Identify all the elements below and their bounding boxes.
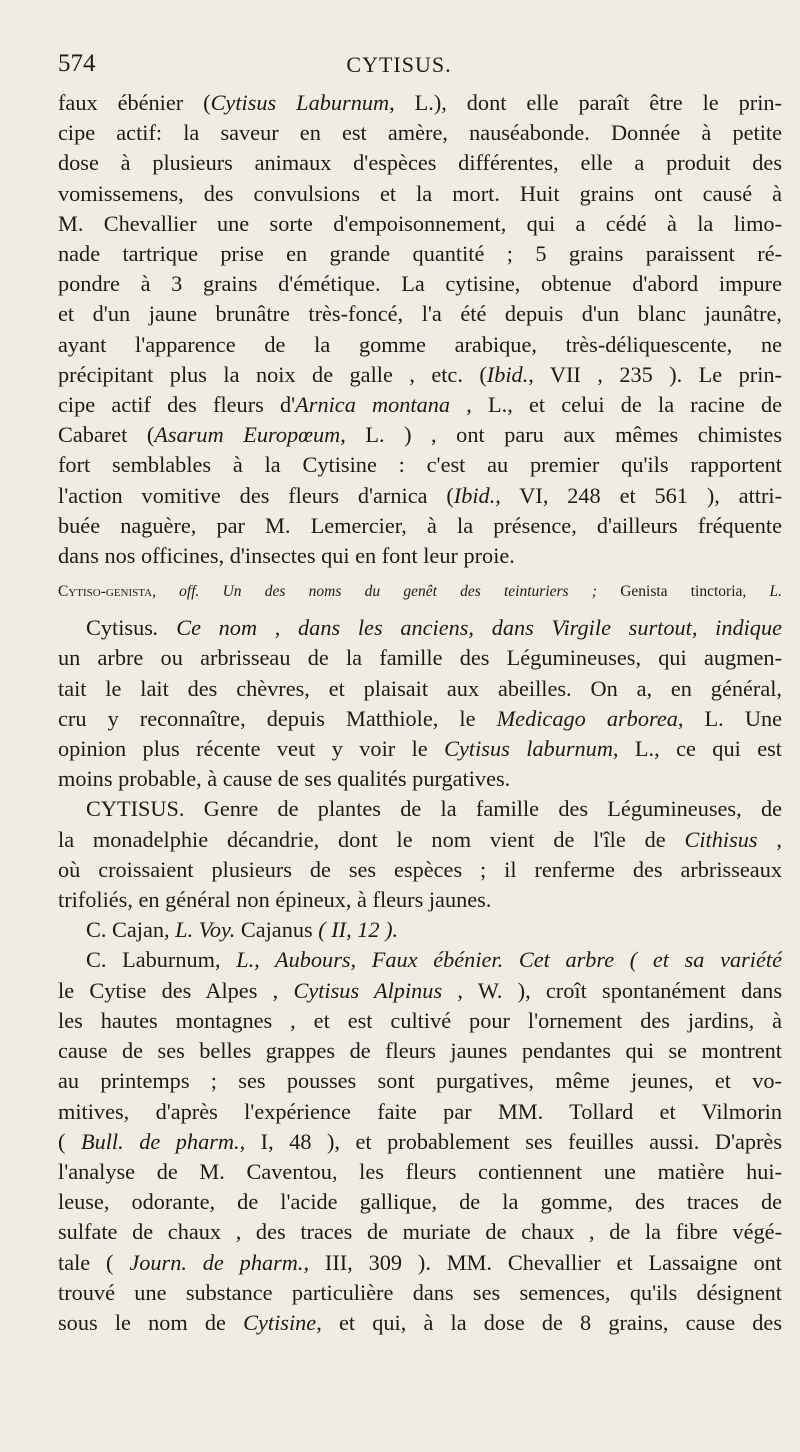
- text-span: cipe actif des fleurs d': [58, 392, 296, 418]
- text-line: [58, 1097, 782, 1127]
- text-span: M. Chevallier une sorte d'empoisonnement, qui a cédé à la limo-: [58, 210, 782, 236]
- italic-text: Asarum Europœum: [154, 422, 341, 448]
- text-span: cru y reconnaître, depuis Matthiole, le: [58, 705, 497, 731]
- text-line: [58, 360, 782, 390]
- italic-text: Ibid.: [486, 361, 529, 387]
- text-line: [58, 976, 782, 1006]
- text-line: [58, 239, 782, 269]
- italic-text: L., Aubours, Faux ébénier. Cet arbre ( et sa variété: [220, 947, 782, 973]
- text-line: [58, 734, 782, 764]
- text-span: cipe actif: la saveur en est amère, nauséabonde. Donnée à petite: [58, 120, 782, 146]
- text-span: , III, 309 ). MM. Chevallier et Lassaigne ont: [303, 1249, 782, 1275]
- text-span: (: [58, 1128, 81, 1154]
- text-line: [58, 1278, 782, 1308]
- text-span: , L. ) , ont paru aux mêmes chimistes: [340, 422, 782, 448]
- text-span: , L.), dont elle paraît être le prin-: [389, 90, 782, 115]
- text-span: dose à plusieurs animaux d'espèces différentes, elle a produit des: [58, 150, 782, 176]
- text-line: [58, 825, 782, 855]
- italic-text: Cithisus: [684, 826, 758, 852]
- page-text: [58, 88, 782, 1338]
- text-span: Cytiso-genista: [58, 583, 153, 601]
- text-span: Cajanus: [240, 917, 313, 943]
- text-span: sulfate de chaux , des traces de muriate de chaux , de la fibre végé-: [58, 1219, 782, 1245]
- text-line: [58, 764, 782, 794]
- text-span: vomissemens, des convulsions et la mort. Huit grains ont causé à: [58, 180, 782, 206]
- text-span: dans nos officines, d'insectes qui en font leur proie.: [58, 543, 515, 569]
- text-span: tale (: [58, 1249, 130, 1275]
- text-span: C. Laburnum,: [86, 947, 221, 973]
- text-line: [58, 148, 782, 178]
- page-header: [58, 50, 740, 86]
- text-line: [58, 613, 782, 643]
- text-span: le Cytise des Alpes ,: [58, 977, 294, 1003]
- text-span: nade tartrique prise en grande quantité ; 5 grains paraissent ré-: [58, 241, 782, 267]
- italic-text: ( II, 12 ).: [312, 917, 399, 943]
- text-span: les hautes montagnes , et est cultivé pour l'ornement des jardins, à: [58, 1007, 782, 1033]
- text-span: Cytisus: [86, 615, 153, 641]
- text-line: [58, 1187, 782, 1217]
- text-span: l'analyse de M. Caventou, les fleurs contiennent une matière hui-: [58, 1158, 782, 1184]
- text-span: tait le lait des chèvres, et plaisait aux abeilles. On a, en général,: [58, 675, 782, 701]
- text-span: , W. ), croît spontanément dans: [442, 977, 782, 1003]
- text-span: la monadelphie décandrie, dont le nom vient de l'île de: [58, 826, 685, 852]
- text-span: , et qui, à la dose de 8 grains, cause des: [316, 1309, 782, 1335]
- text-line: [58, 481, 782, 511]
- text-span: fort semblables à la Cytisine : c'est au premier qu'ils rapportent: [58, 452, 782, 478]
- italic-text: . Ce nom , dans les anciens, dans Virgile surtout, indique: [152, 615, 782, 641]
- text-line: [58, 1066, 782, 1096]
- italic-text: Cytisus Laburnum: [210, 90, 390, 115]
- text-span: , L., et celui de la racine de: [450, 392, 782, 418]
- italic-text: Cytisine: [243, 1309, 317, 1335]
- text-line: [58, 541, 782, 571]
- text-line: [58, 299, 782, 329]
- italic-text: , off. Un des noms du genêt des teinturiers ;: [152, 583, 621, 601]
- text-line: [58, 915, 782, 945]
- text-line: [58, 1157, 782, 1187]
- text-line: [58, 1127, 782, 1157]
- text-line: [58, 1248, 782, 1278]
- text-line: [58, 855, 782, 885]
- text-span: et d'un jaune brunâtre très-foncé, l'a été depuis d'un blanc jaunâtre,: [58, 301, 782, 327]
- text-span: CYTISUS. Genre de plantes de la famille des Légumineuses, de: [86, 796, 782, 822]
- text-span: sous le nom de: [58, 1309, 244, 1335]
- text-span: , L. Une: [677, 705, 782, 731]
- text-span: Cabaret (: [58, 422, 155, 448]
- text-span: cause de ses belles grappes de fleurs jaunes pendantes qui se montrent: [58, 1038, 782, 1064]
- text-span: , VII , 235 ). Le prin-: [528, 361, 782, 387]
- italic-text: , L.: [742, 583, 782, 601]
- text-line: [58, 1036, 782, 1066]
- text-span: ,: [757, 826, 782, 852]
- text-span: opinion plus récente veut y voir le: [58, 736, 445, 762]
- text-line: [58, 269, 782, 299]
- text-span: leuse, odorante, de l'acide gallique, de la gomme, des traces de: [58, 1189, 782, 1215]
- text-line: [58, 420, 782, 450]
- text-span: mitives, d'après l'expérience faite par MM. Tollard et Vilmorin: [58, 1098, 782, 1124]
- italic-text: Journ. de pharm.: [129, 1249, 304, 1275]
- text-line: [58, 704, 782, 734]
- text-line: [58, 1217, 782, 1247]
- italic-text: Cytisus laburnum: [444, 736, 613, 762]
- text-line: [58, 118, 782, 148]
- text-span: pondre à 3 grains d'émétique. La cytisine, obtenue d'abord impure: [58, 271, 782, 297]
- text-line: [58, 450, 782, 480]
- text-line: [58, 794, 782, 824]
- text-span: trouvé une substance particulière dans ses semences, qu'ils désignent: [58, 1279, 782, 1305]
- text-line: [58, 330, 782, 360]
- text-line: [58, 643, 782, 673]
- text-line: [58, 571, 782, 613]
- italic-text: , L. Voy.: [164, 917, 241, 943]
- text-span: au printemps ; ses pousses sont purgatives, même jeunes, et vo-: [58, 1068, 782, 1094]
- text-span: un arbre ou arbrisseau de la famille des Légumineuses, qui augmen-: [58, 645, 782, 671]
- text-span: faux ébénier (: [58, 90, 211, 115]
- text-line: [58, 179, 782, 209]
- text-span: l'action vomitive des fleurs d'arnica (: [58, 482, 454, 508]
- text-span: précipitant plus la noix de galle , etc. (: [58, 361, 487, 387]
- text-span: , VI, 248 et 561 ), attri-: [495, 482, 782, 508]
- text-span: buée naguère, par M. Lemercier, à la présence, d'ailleurs fréquente: [58, 512, 782, 538]
- text-span: où croissaient plusieurs de ses espèces ; il renferme des arbrisseaux: [58, 856, 782, 882]
- text-line: [58, 674, 782, 704]
- text-span: trifoliés, en général non épineux, à fleurs jaunes.: [58, 887, 492, 913]
- text-span: , L., ce qui est: [612, 736, 782, 762]
- text-line: [58, 1006, 782, 1036]
- italic-text: Ibid.: [453, 482, 496, 508]
- text-line: [58, 885, 782, 915]
- text-span: moins probable, à cause de ses qualités purgatives.: [58, 766, 511, 792]
- italic-text: Bull. de pharm.: [80, 1128, 240, 1154]
- text-span: C. Cajan: [86, 917, 165, 943]
- text-line: [58, 88, 782, 118]
- page-number: 574: [58, 50, 96, 77]
- text-line: [58, 390, 782, 420]
- italic-text: Cytisus Alpinus: [293, 977, 443, 1003]
- italic-text: Arnica montana: [295, 392, 451, 418]
- running-head: CYTISUS.: [346, 52, 452, 77]
- text-span: , I, 48 ), et probablement ses feuilles aussi. D'après: [239, 1128, 782, 1154]
- text-line: [58, 945, 782, 975]
- text-span: Genista tinctoria: [620, 583, 743, 601]
- text-line: [58, 209, 782, 239]
- text-line: [58, 1308, 782, 1338]
- text-line: [58, 511, 782, 541]
- italic-text: Medicago arborea: [496, 705, 678, 731]
- text-span: ayant l'apparence de la gomme arabique, très-déliquescente, ne: [58, 331, 782, 357]
